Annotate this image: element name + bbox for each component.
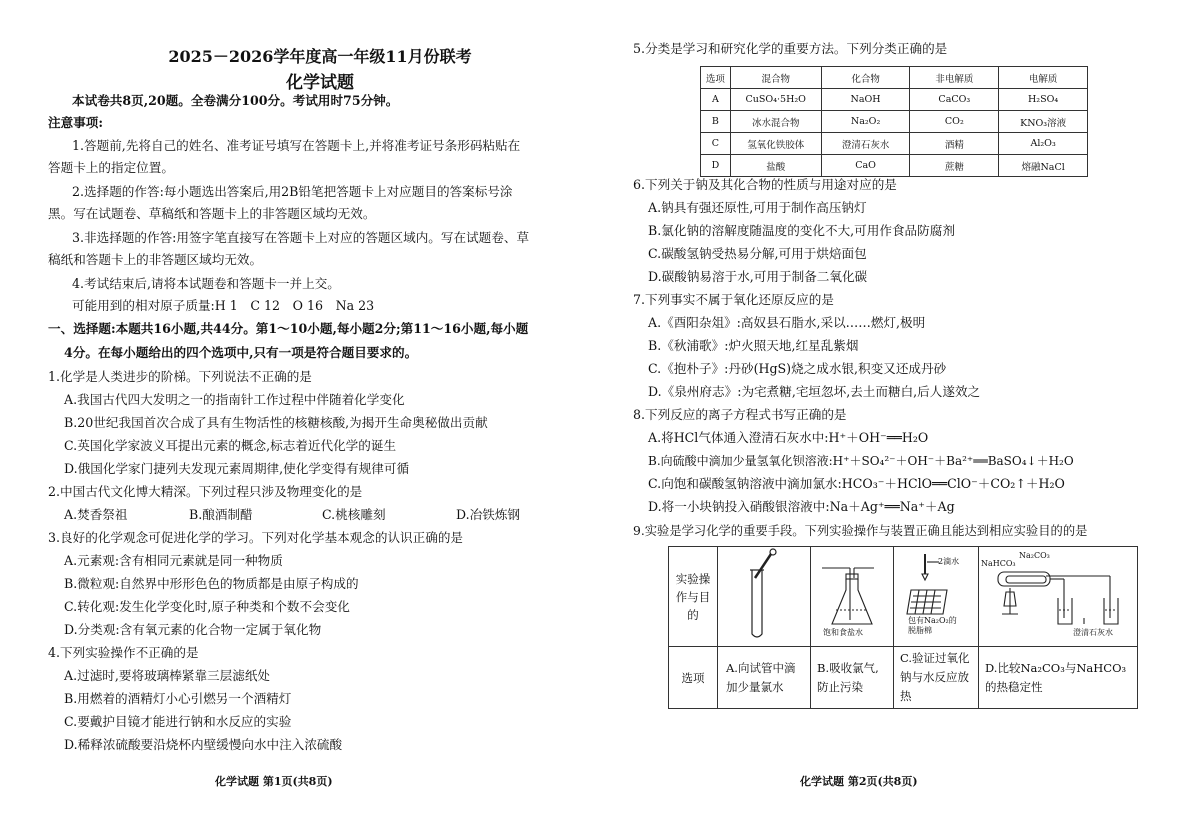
question-stem: 7.下列事实不属于氧化还原反应的是 — [633, 292, 834, 307]
option: D.《泉州府志》:为宅煮糖,宅垣忽坏,去土而糖白,后人遂效之 — [648, 384, 981, 399]
question-stem: 3.良好的化学观念可促进化学的学习。下列对化学基本观念的认识正确的是 — [48, 530, 464, 545]
option: C.《抱朴子》:丹砂(HgS)烧之成水银,积变又还成丹砂 — [648, 361, 947, 376]
table-cell: 酒精 — [910, 133, 999, 155]
option: B.酿酒制醋 — [189, 507, 253, 522]
notice-heading: 注意事项: — [48, 115, 104, 130]
option: D.分类观:含有氧元素的化合物一定属于氧化物 — [64, 622, 322, 637]
option: C.向饱和碳酸氢钠溶液中滴加氯水:HCO₃⁻＋HClO══ClO⁻＋CO₂↑＋H₂O — [648, 476, 1065, 491]
classification-table — [700, 66, 1088, 177]
option: B.《秋浦歌》:炉火照天地,红星乱紫烟 — [648, 338, 859, 353]
option: A.我国古代四大发明之一的指南针工作过程中伴随着化学变化 — [64, 392, 405, 407]
experiment-option: A.向试管中滴加少量氯水 — [718, 647, 811, 709]
section-heading: 4分。在每小题给出的四个选项中,只有一项是符合题目要求的。 — [64, 345, 418, 360]
table-header-row — [701, 67, 1088, 89]
page-2 — [600, 0, 1200, 832]
option: C.桃核雕刻 — [322, 507, 386, 522]
experiment-option: B.吸收氯气,防止污染 — [811, 647, 894, 709]
notice-line: 1.答题前,先将自己的姓名、准考证号填写在答题卡上,并将准考证号条形码粘贴在 — [72, 138, 521, 153]
table-cell: CuSO₄·5H₂O — [730, 89, 821, 111]
page-footer: 化学试题 第2页(共8页) — [800, 775, 918, 788]
question-stem: 2.中国古代文化博大精深。下列过程只涉及物理变化的是 — [48, 484, 363, 499]
row-label: 实验操作与目的 — [669, 547, 718, 647]
table-cell: Na₂O₂ — [821, 111, 910, 133]
notice-line: 3.非选择题的作答:用签字笔直接写在答题卡上对应的答题区域内。写在试题卷、草 — [72, 230, 530, 245]
table-cell: 蔗糖 — [910, 155, 999, 177]
exam-title: 2025－2026学年度高一年级11月份联考 — [168, 47, 472, 66]
experiment-option-row — [669, 647, 1138, 709]
option: B.用燃着的酒精灯小心引燃另一个酒精灯 — [64, 691, 292, 706]
table-cell: D — [701, 155, 731, 177]
section-heading: 一、选择题:本题共16小题,共44分。第1～10小题,每小题2分;第11～16小题,每小题 — [48, 321, 529, 336]
option: A.元素观:含有相同元素就是同一种物质 — [64, 553, 283, 568]
table-row — [701, 89, 1088, 111]
apparatus-d-cell — [979, 547, 1138, 647]
option: C.转化观:发生化学变化时,原子种类和个数不会变化 — [64, 599, 350, 614]
subject-title: 化学试题 — [286, 73, 354, 93]
figure-label: Na₂CO₃ — [1019, 551, 1050, 560]
notice-line: 黑。写在试题卷、草稿纸和答题卡上的非答题区域均无效。 — [48, 206, 376, 221]
option: B.向硫酸中滴加少量氢氧化钡溶液:H⁺＋SO₄²⁻＋OH⁻＋Ba²⁺══BaSO₄↓＋H₂O — [648, 454, 1074, 468]
experiment-figure-row — [669, 547, 1138, 647]
figure-label: 饱和食盐水 — [823, 628, 863, 637]
table-row — [701, 133, 1088, 155]
question-stem: 8.下列反应的离子方程式书写正确的是 — [633, 407, 847, 422]
option: B.微粒观:自然界中形形色色的物质都是由原子构成的 — [64, 576, 359, 591]
apparatus-c-cell — [894, 547, 979, 647]
table-cell: CO₂ — [910, 111, 999, 133]
option: C.英国化学家波义耳提出元素的概念,标志着近代化学的诞生 — [64, 438, 397, 453]
table-cell: CaCO₃ — [910, 89, 999, 111]
figure-label: NaHCO₃ — [981, 559, 1016, 568]
table-row — [701, 111, 1088, 133]
apparatus-b-cell — [811, 547, 894, 647]
table-cell: 冰水混合物 — [730, 111, 821, 133]
table-cell: C — [701, 133, 731, 155]
page-footer: 化学试题 第1页(共8页) — [215, 775, 333, 788]
option: A.焚香祭祖 — [64, 507, 128, 522]
option: D.将一小块钠投入硝酸银溶液中:Na＋Ag⁺══Na⁺＋Ag — [648, 499, 955, 514]
table-cell: 澄清石灰水 — [821, 133, 910, 155]
option: C.要戴护目镜才能进行钠和水反应的实验 — [64, 714, 292, 729]
notice-line: 2.选择题的作答:每小题选出答案后,用2B铅笔把答题卡上对应题目的答案标号涂 — [72, 184, 513, 199]
question-stem: 4.下列实验操作不正确的是 — [48, 645, 199, 660]
table-cell: H₂SO₄ — [999, 89, 1088, 111]
option: A.《酉阳杂俎》:高奴县石脂水,采以……燃灯,极明 — [648, 315, 926, 330]
table-cell: Al₂O₃ — [999, 133, 1088, 155]
header-cell: 化合物 — [821, 67, 910, 89]
figure-label: 澄清石灰水 — [1073, 628, 1113, 637]
header-cell: 电解质 — [999, 67, 1088, 89]
option: B.氯化钠的溶解度随温度的变化不大,可用作食品防腐剂 — [648, 223, 955, 238]
experiment-option: D.比较Na₂CO₃与NaHCO₃的热稳定性 — [979, 647, 1138, 709]
table-cell: 氢氧化铁胶体 — [730, 133, 821, 155]
option: D.冶铁炼钢 — [456, 507, 521, 522]
header-cell: 混合物 — [730, 67, 821, 89]
option: A.钠具有强还原性,可用于制作高压钠灯 — [648, 200, 867, 215]
option: D.稀释浓硫酸要沿烧杯内壁缓慢向水中注入浓硫酸 — [64, 737, 343, 752]
row-label: 选项 — [669, 647, 718, 709]
experiment-table — [668, 546, 1138, 709]
table-cell: NaOH — [821, 89, 910, 111]
option: A.过滤时,要将玻璃棒紧靠三层滤纸处 — [64, 668, 271, 683]
notice-line: 答题卡上的指定位置。 — [48, 160, 174, 175]
table-cell: 盐酸 — [730, 155, 821, 177]
dropper-test-tube-figure — [719, 548, 809, 642]
question-stem: 1.化学是人类进步的阶梯。下列说法不正确的是 — [48, 369, 312, 384]
exam-intro: 本试卷共8页,20题。全卷满分100分。考试用时75分钟。 — [72, 93, 399, 108]
notice-line: 稿纸和答题卡上的非答题区域均无效。 — [48, 252, 263, 267]
table-cell: A — [701, 89, 731, 111]
option: B.20世纪我国首次合成了具有生物活性的核糖核酸,为揭开生命奥秘做出贡献 — [64, 415, 488, 430]
header-cell: 非电解质 — [910, 67, 999, 89]
option: A.将HCl气体通入澄清石灰水中:H⁺＋OH⁻══H₂O — [648, 430, 929, 445]
table-cell: KNO₃溶液 — [999, 111, 1088, 133]
notice-line: 4.考试结束后,请将本试题卷和答题卡一并上交。 — [72, 276, 340, 291]
apparatus-a-cell — [718, 547, 811, 647]
table-cell: CaO — [821, 155, 910, 177]
table-cell: B — [701, 111, 731, 133]
figure-label: 包有Na₂O₂的脱脂棉 — [908, 616, 957, 635]
question-stem: 6.下列关于钠及其化合物的性质与用途对应的是 — [633, 177, 897, 192]
option: C.碳酸氢钠受热易分解,可用于烘焙面包 — [648, 246, 867, 261]
figure-label: 2滴水 — [938, 557, 960, 566]
atomic-masses: 可能用到的相对原子质量:H 1 C 12 O 16 Na 23 — [72, 298, 375, 313]
option: D.碳酸钠易溶于水,可用于制备二氧化碳 — [648, 269, 868, 284]
table-cell: 熔融NaCl — [999, 155, 1088, 177]
question-stem: 9.实验是学习化学的重要手段。下列实验操作与装置正确且能达到相应实验目的的是 — [633, 524, 1088, 538]
experiment-option: C.验证过氧化钠与水反应放热 — [894, 647, 979, 709]
question-stem: 5.分类是学习和研究化学的重要方法。下列分类正确的是 — [633, 41, 948, 56]
option: D.俄国化学家门捷列夫发现元素周期律,使化学变得有规律可循 — [64, 461, 410, 476]
header-cell: 选项 — [701, 67, 731, 89]
